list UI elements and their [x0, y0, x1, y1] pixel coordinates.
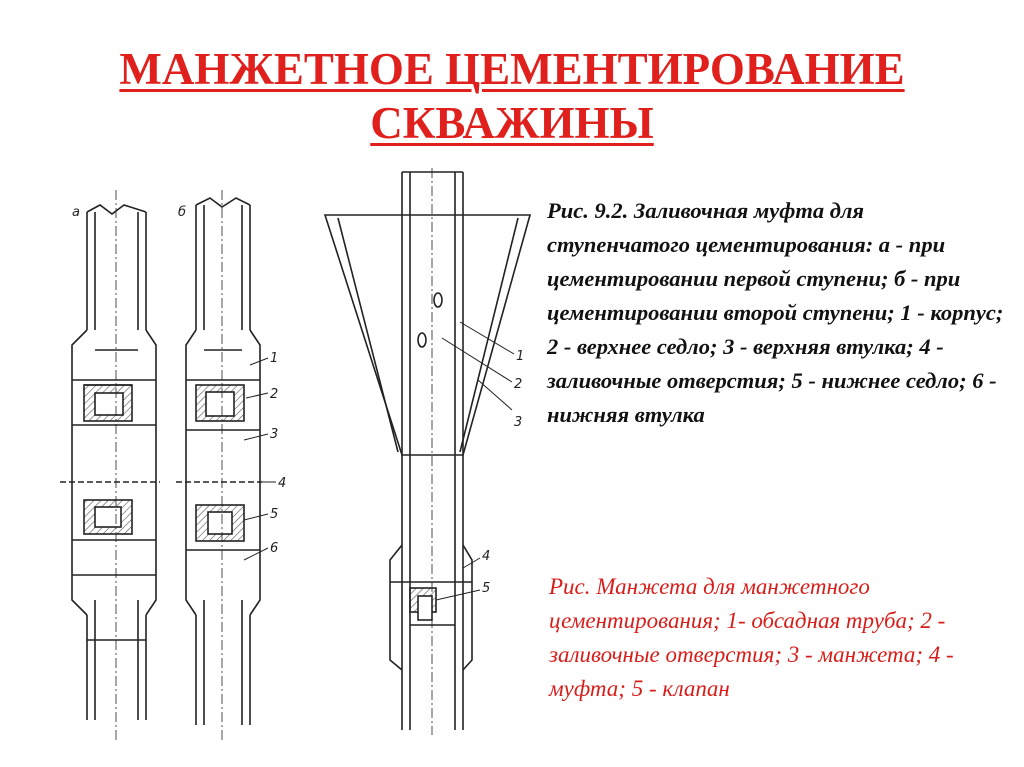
label-view-a: а	[72, 205, 80, 220]
label-view-b: б	[178, 205, 187, 220]
cuff-part-number-3: 3	[514, 415, 523, 430]
cuff-part-number-4: 4	[482, 549, 491, 564]
drawing-view-b	[176, 190, 279, 740]
title-line-1: МАНЖЕТНОЕ ЦЕМЕНТИРОВАНИЕ	[119, 44, 905, 94]
part-number-1: 1	[270, 351, 279, 366]
part-number-2: 2	[270, 387, 279, 402]
drawing-b-part-numbers	[270, 351, 286, 556]
part-number-6: 6	[270, 541, 279, 556]
drawing-cuff	[325, 168, 530, 735]
part-number-3: 3	[270, 427, 279, 442]
cuff-part-number-2: 2	[514, 377, 523, 392]
caption-figure-9-2: Рис. 9.2. Заливочная муфта для ступенчатого цементирования: а - при цементировании первой ступени; б - при цементировании второй ступени; 1 - корпус; 2 - верхнее седло; 3 - верхняя втулка; 4 - заливочные отверстия; 5 - нижнее седло; 6 - нижняя втулка	[547, 198, 1004, 427]
cuff-part-number-5: 5	[482, 581, 491, 596]
part-number-4: 4	[278, 476, 287, 491]
title-line-2: СКВАЖИНЫ	[370, 98, 654, 148]
cuff-part-numbers	[482, 349, 524, 596]
cuff-part-number-1: 1	[516, 349, 525, 364]
caption-cuff-figure: Рис. Манжета для манжетного цементирования; 1- обсадная труба; 2 - заливочные отверстия; 3 - манжета; 4 - муфта; 5 - клапан	[549, 574, 954, 701]
part-number-5: 5	[270, 507, 279, 522]
drawing-view-a	[60, 190, 160, 740]
